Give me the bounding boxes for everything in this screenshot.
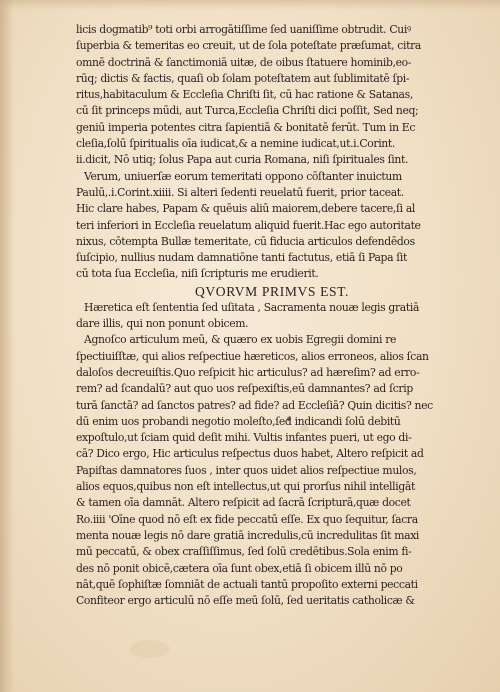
text-line: cā? Dico ergo, Hic articulus reſpectus duos habet, Altero reſpicit ad: [76, 447, 424, 461]
text-line: Verum, uniuerſæ eorum temeritati oppono cōſtanter inuictum: [84, 169, 402, 183]
text-line: Hæretica eſt ſententia ſed uſitata , Sacramenta nouæ legis gratiā: [84, 300, 420, 314]
text-line: daloſos decreuiſtis.Quo reſpicit hic articulus? ad hæreſim? ad erro-: [76, 365, 420, 379]
text-line: alios equos,quibus non eſt intellectus,ut qui prorſus nihil intelligāt: [76, 480, 415, 494]
text-line: licis dogmatib⁹ toti orbi arrogātiſſime ſed uaniſſime obtrudit. Cuiꝰ: [76, 23, 411, 36]
text-line: ritus,habitaculum & Eccleſia Chriſti ſit, cū hac ratione & Satanas,: [76, 88, 413, 102]
page-left-edge-shadow: [0, 0, 14, 692]
text-line: teri inferiori in Eccleſia reuelatum aliquid fuerit.Hac ego autoritate: [76, 218, 421, 232]
text-line: nixus, cōtempta Bullæ temeritate, cū fiducia articulos defendēdos: [76, 234, 415, 248]
text-line: nāt,quē ſophiſtæ ſomniāt de actuali tantū propoſito externi peccati: [76, 577, 418, 591]
text-line: turā ſanctā? ad ſanctos patres? ad fide? ad Eccleſiā? Quin dicitis? nec: [76, 398, 433, 412]
text-line: Papiſtas damnatores ſuos , inter quos uidet alios reſpectiue mulos,: [76, 463, 417, 477]
text-line: rūq; dictis & factis, quaſi ob ſolam poteſtatem aut ſublimitatē ſpi-: [76, 71, 410, 85]
text-line: Ro.iiii 'Oīne quod nō eſt ex fide peccatū eſſe. Ex quo ſequitur, ſacra: [76, 512, 418, 526]
text-line: mū peccatū, & obex craſſiſſimus, ſed ſolū credētibus.Sola enim fi-: [76, 545, 412, 559]
text-line: ſuperbia & temeritas eo creuit, ut de ſola poteſtate præſumat, citra: [76, 39, 421, 53]
text-line: cleſia,ſolū ſpiritualis oīa iudicat,& a nemine iudicat,ut.i.Corint.: [76, 137, 395, 151]
page-top-edge-shadow: [0, 0, 500, 10]
text-line: dare illis, qui non ponunt obicem.: [76, 317, 249, 331]
text-line: Hic clare habes, Papam & quēuis aliū maiorem,debere tacere,ſi al: [76, 202, 416, 216]
text-line: geniū imperia potentes citra ſapientiā & bonitatē ferūt. Tum in Ec: [76, 120, 416, 134]
text-line: ſpectiuiſſtæ, qui alios reſpectiue hæreticos, alios erroneos, alios ſcan: [76, 349, 429, 363]
text-line: ſuſcipio, nullius nudam damnatiōne tanti factutus, etiā ſi Papa ſit: [76, 251, 408, 265]
text-line: Confiteor ergo articulū nō eſſe meū ſolū, ſed ueritatis catholicæ &: [76, 594, 415, 608]
text-line: ii.dicit, Nō utiq; ſolus Papa aut curia Romana, niſi ſpirituales ſint.: [76, 153, 409, 167]
text-line: expoſtulo,ut ſciam quid deſit mihi. Vultis infantes pueri, ut ego di-: [76, 431, 412, 445]
text-line: Agnoſco articulum meū, & quæro ex uobis Egregii domini re: [84, 333, 397, 347]
text-line: cū ſit princeps mūdi, aut Turca,Eccleſia Chriſti dici poſſit, Sed neq;: [76, 104, 419, 118]
text-line: rem? ad ſcandalū? aut quo uos reſpexiſtis,eū damnantes? ad ſcrip: [76, 382, 413, 396]
text-line: dū enim uos probandi negotio moleſto,ſed indicandi ſolū debitū: [76, 414, 401, 428]
text-line: cū tota ſua Eccleſia, niſi ſcripturis me erudierit.: [76, 267, 319, 281]
text-line: des nō ponit obicē,cætera oīa ſunt obex,etiā ſi obicem illū nō po: [76, 561, 403, 575]
text-line: omnē doctrinā & ſanctimoniā uitæ, de oibus ſtatuere hominib,eo-: [76, 55, 412, 69]
text-line: & tamen oīa damnāt. Altero reſpicit ad ſacrā ſcripturā,quæ docet: [76, 496, 411, 510]
paper-stain: [130, 640, 170, 658]
text-line: Paulū,.i.Corint.xiiii. Si alteri ſedenti reuelatū fuerit, prior taceat.: [76, 185, 404, 199]
text-line: menta nouæ legis nō dare gratiā incredulis,cū incredulitas ſit maxi: [76, 528, 420, 542]
page-text-block: [76, 22, 458, 609]
section-heading: QVORVM PRIMVS EST.: [194, 283, 350, 299]
